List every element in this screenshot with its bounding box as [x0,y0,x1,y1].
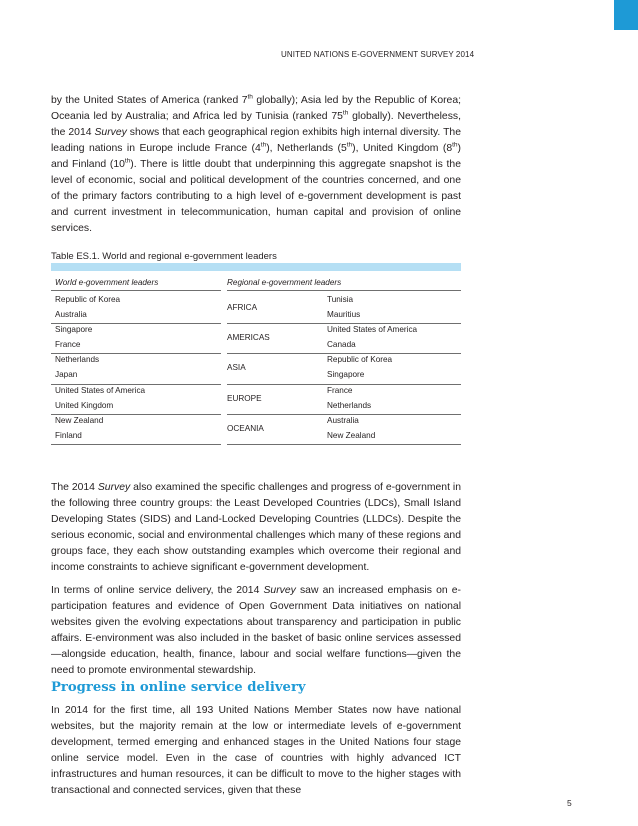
world-leader-7: United States of America [55,386,146,395]
region-leader-europe-1: France [327,386,353,395]
world-leaders-header: World e-government leaders [55,278,159,287]
row-rule-regional-3 [227,384,461,385]
region-oceania: OCEANIA [227,424,264,433]
region-leader-africa-1: Tunisia [327,295,354,304]
row-rule-regional-1 [227,323,461,324]
world-leader-6: Japan [55,370,78,379]
world-leader-2: Australia [55,310,87,319]
world-leader-9: New Zealand [55,416,104,425]
row-rule-world-2 [51,353,221,354]
intro-paragraph-block [51,93,461,237]
row-rule-regional-4 [227,414,461,415]
online-services-paragraph-block [51,583,461,679]
corner-accent-tab [614,0,638,30]
row-rule-world-1 [51,323,221,324]
row-rule-world-4 [51,414,221,415]
region-leader-oceania-2: New Zealand [327,431,376,440]
running-header: UNITED NATIONS E-GOVERNMENT SURVEY 2014 [281,50,475,59]
header-rule-world [51,290,221,291]
bottom-rule-world [51,444,221,445]
section-paragraph: In 2014 for the first time, all 193 United Nations Member States now have national websites, but the majority remain at the low or intermediate levels of e-government development, termed emerging and enhanced stages in the United Nations four stage online service model. Even in the case of countries with highly advanced ICT infrastructures and human resources, it can be difficult to move to the higher stages with transactional and connected services, given that these [51,705,461,796]
world-leader-10: Finland [55,431,82,440]
world-leader-1: Republic of Korea [55,295,121,304]
groups-paragraph: The 2014 Survey also examined the specific challenges and progress of e-government in the following three country groups: the Least Developed Countries (LDCs), Small Island Developing States (SIDS) and Land-Locked Developing Countries (LLDCs). Despite the serious economic, social and environmental challenges which many of these regions and groups face, they each show outstanding examples which overcome their regional and income constraints to achieve significant e-government development. [51,482,461,573]
intro-paragraph: by the United States of America (ranked 7th globally); Asia led by the Republic of Korea; Oceania led by Australia; and Africa led by Tunisia (ranked 75th globally). Nevertheless, the 2014 Survey shows that each geographical region exhibits high internal diversity. The leading nations in Europe include France (4th), Netherlands (5th), United Kingdom (8th) and Finland (10th). There is little doubt that underpinning this aggregate snapshot is the level of economic, social and political development of the countries concerned, and one of the primary factors contributing to a high level of e-government development is past and current investment in telecommunication, human capital and provision of online services. [51,93,462,234]
table-caption: Table ES.1. World and regional e-government leaders [51,251,277,262]
regional-leaders-header: Regional e-government leaders [227,278,342,287]
region-leader-americas-1: United States of America [327,325,418,334]
page-number: 5 [567,798,572,808]
region-leader-americas-2: Canada [327,340,356,349]
region-leader-asia-1: Republic of Korea [327,355,393,364]
groups-paragraph-block [51,480,461,576]
world-leader-4: France [55,340,81,349]
row-rule-regional-2 [227,353,461,354]
bottom-rule-regional [227,444,461,445]
world-leader-8: United Kingdom [55,401,114,410]
row-rule-world-3 [51,384,221,385]
table-header-bar [51,263,461,271]
region-asia: ASIA [227,363,246,372]
online-services-paragraph: In terms of online service delivery, the 2014 Survey saw an increased emphasis on e-participation features and evidence of Open Government Data initiatives on national websites given the evolving expectations about transparency and participation in public affairs. E-environment was also included in the basket of basic online services assessed—alongside education, health, finance, labour and social welfare functions—given the need to promote environmental stewardship. [51,585,461,676]
region-africa: AFRICA [227,303,258,312]
world-leader-5: Netherlands [55,355,100,364]
section-heading: Progress in online service delivery [51,680,306,695]
region-europe: EUROPE [227,394,262,403]
region-americas: AMERICAS [227,333,270,342]
header-rule-regional [227,290,461,291]
region-leader-oceania-1: Australia [327,416,359,425]
world-leader-3: Singapore [55,325,93,334]
region-leader-europe-2: Netherlands [327,401,372,410]
region-leader-asia-2: Singapore [327,370,365,379]
section-paragraph-block [51,703,461,799]
region-leader-africa-2: Mauritius [327,310,361,319]
